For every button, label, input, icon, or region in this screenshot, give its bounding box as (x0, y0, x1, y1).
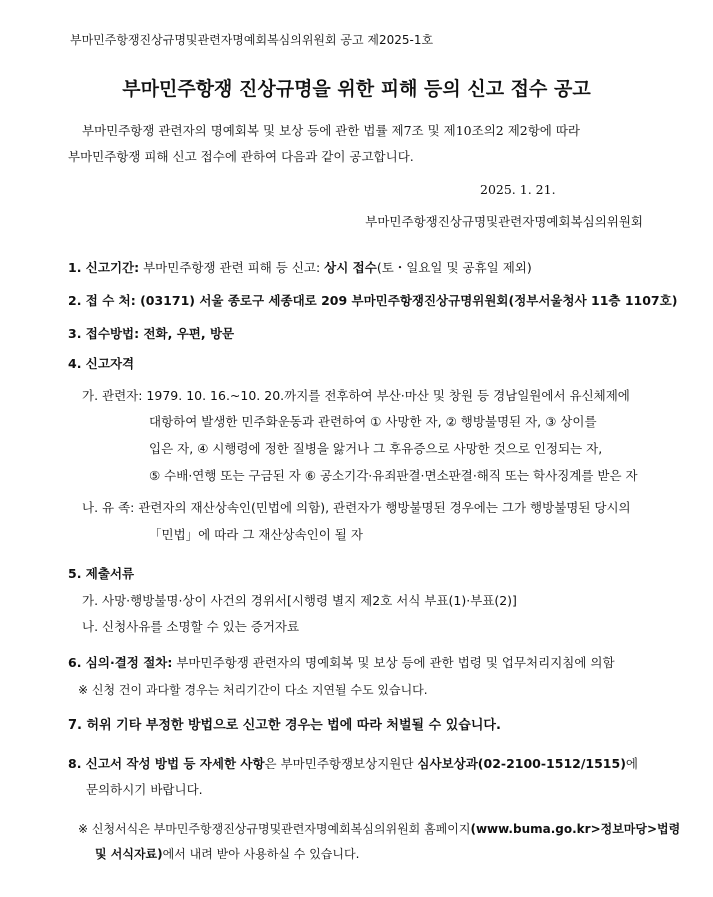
section-8-tail: 에 (625, 756, 638, 771)
section-1-period (68, 262, 532, 275)
section-8-contact (68, 758, 638, 771)
section-8-line-2: 문의하시기 바랍니다. (86, 782, 203, 797)
section-5-heading: 5. 제출서류 (68, 566, 135, 581)
footer-note-tail: 에서 내려 받아 사용하실 수 있습니다. (162, 847, 360, 861)
section-5-ga: 가. 사망·행방불명·상이 사건의 경위서[시행령 별지 제2호 서식 부표(1)·부표(2)] (82, 593, 517, 608)
footer-note-prefix: ※ 신청서식은 부마민주항쟁진상규명및관련자명예회복심의위원회 홈페이지 (78, 822, 471, 836)
section-4-ga-line-4: ⑤ 수배·연행 또는 구금된 자 ⑥ 공소기각·유죄판결·면소판결·해직 또는 학사징계를 받은 자 (149, 468, 638, 483)
section-1-label: 1. 신고기간: (68, 260, 140, 275)
section-6-note: ※ 신청 건이 과다할 경우는 처리기간이 다소 지연될 수도 있습니다. (78, 683, 428, 697)
section-6-label: 6. 심의·결정 절차: (68, 655, 173, 670)
issuing-committee: 부마민주항쟁진상규명및관련자명예회복심의위원회 (365, 214, 643, 229)
footer-note-line-1 (78, 823, 680, 835)
section-2-address: 2. 접 수 처: (03171) 서울 종로구 세종대로 209 부마민주항쟁진상규명위원회(정부서울청사 11층 1107호) (68, 293, 678, 308)
footer-note-link-cont: 및 서식자료) (95, 847, 163, 861)
section-4-na-line-2: 「민법」에 따라 그 재산상속인이 될 자 (149, 527, 363, 542)
notice-date: 2025. 1. 21. (480, 182, 556, 197)
section-1-tail: (토・일요일 및 공휴일 제외) (376, 260, 532, 275)
section-8-phone: 심사보상과(02-2100-1512/1515) (417, 756, 626, 771)
footer-note-link: (www.buma.go.kr>정보마당>법령 (470, 822, 681, 836)
intro-line-2: 부마민주항쟁 피해 신고 접수에 관하여 다음과 같이 공고합니다. (68, 149, 414, 164)
section-4-ga-line-2: 대항하여 발생한 민주화운동과 관련하여 ① 사망한 자, ② 행방불명된 자, ③ 상이를 (149, 414, 597, 429)
notice-number: 부마민주항쟁진상규명및관련자명예회복심의위원회 공고 제2025-1호 (70, 33, 434, 47)
section-1-bold: 상시 접수 (324, 260, 377, 275)
section-6-text: 부마민주항쟁 관련자의 명예회복 및 보상 등에 관한 법령 및 업무처리지침에 의함 (176, 655, 615, 670)
section-1-text: 부마민주항쟁 관련 피해 등 신고: (143, 260, 321, 275)
footer-note-line-2 (95, 848, 359, 860)
section-4-ga-line-3: 입은 자, ④ 시행령에 정한 질병을 앓거나 그 후유증으로 사망한 것으로 인정되는 자, (149, 441, 603, 456)
section-5-na: 나. 신청사유를 소명할 수 있는 증거자료 (82, 619, 300, 634)
section-7-warning: 7. 허위 기타 부정한 방법으로 신고한 경우는 법에 따라 처벌될 수 있습니다. (68, 718, 501, 733)
section-4-heading: 4. 신고자격 (68, 356, 135, 371)
intro-line-1: 부마민주항쟁 관련자의 명예회복 및 보상 등에 관한 법률 제7조 및 제10조의2 제2항에 따라 (82, 123, 580, 138)
section-4-ga-line-1: 가. 관련자: 1979. 10. 16.~10. 20.까지를 전후하여 부산·마산 및 창원 등 경남일원에서 유신체제에 (82, 388, 630, 403)
section-3-method: 3. 접수방법: 전화, 우편, 방문 (68, 326, 235, 341)
section-8-label: 8. 신고서 작성 방법 등 자세한 사항 (68, 756, 265, 771)
section-4-na-line-1: 나. 유 족: 관련자의 재산상속인(민법에 의함), 관련자가 행방불명된 경우에는 그가 행방불명된 당시의 (82, 500, 631, 515)
section-6-procedure (68, 657, 615, 670)
document-title: 부마민주항쟁 진상규명을 위한 피해 등의 신고 접수 공고 (122, 78, 591, 100)
section-8-text: 은 부마민주항쟁보상지원단 (264, 756, 414, 771)
